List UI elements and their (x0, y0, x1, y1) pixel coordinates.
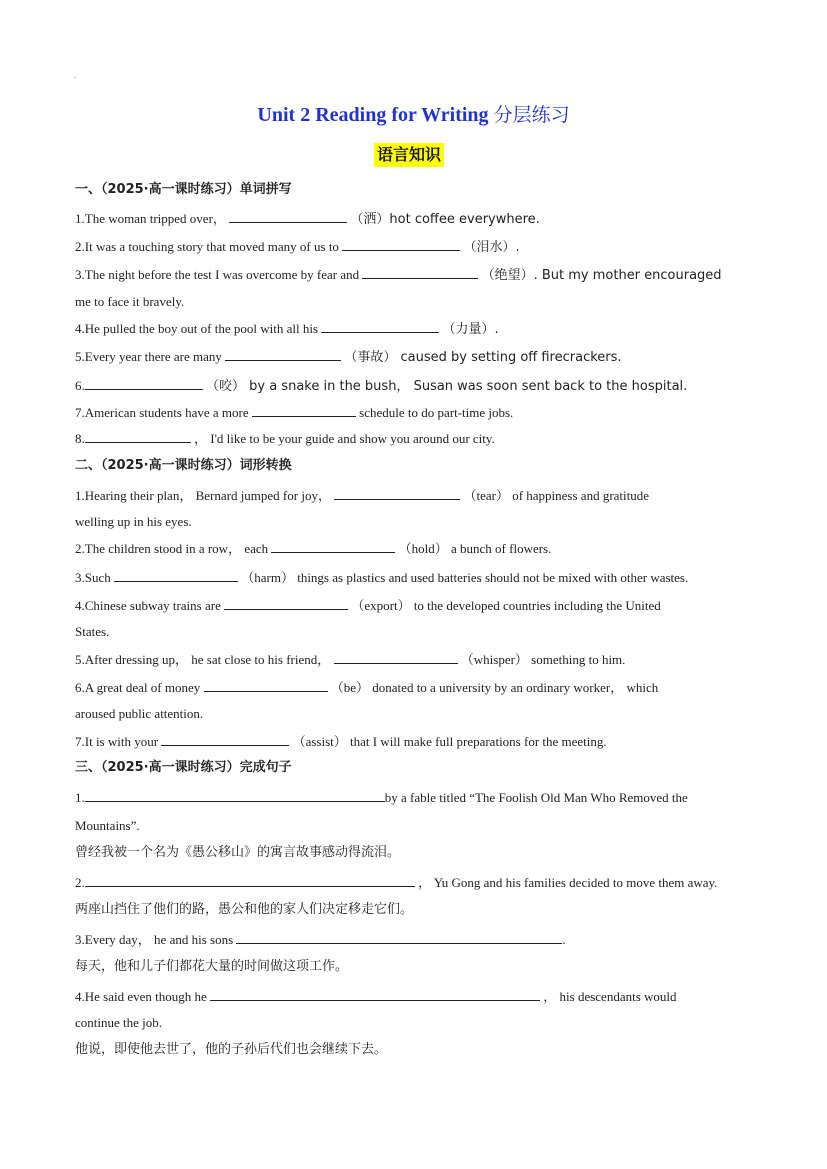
question-hint: by a fable titled “The Foolish Old Man Who Removed the (384, 790, 688, 805)
question-3-2 (75, 873, 755, 892)
section-heading-word-forms: 二、（2025·高一课时练习）词形转换 (75, 458, 292, 473)
question-text: 5.Every year there are many (75, 349, 222, 364)
question-2-6 (75, 678, 755, 697)
question-1-8 (75, 429, 755, 448)
title-chinese: 分层练习 (493, 104, 570, 126)
question-text: 2.The children stood in a row， each (75, 541, 269, 556)
page-mark: . (74, 70, 77, 80)
question-text: 7.It is with your (75, 734, 159, 749)
question-text: 3.Such (75, 570, 111, 585)
answer-blank[interactable] (362, 265, 478, 279)
answer-blank[interactable] (85, 873, 415, 887)
answer-blank[interactable] (85, 788, 385, 802)
answer-blank[interactable] (225, 347, 341, 361)
question-1-6 (75, 376, 755, 396)
question-2-7 (75, 732, 755, 751)
question-3-1-continued: Mountains”. (75, 818, 140, 833)
question-text: 1.Hearing their plan， Bernard jumped for joy， (75, 488, 331, 503)
answer-blank[interactable] (161, 732, 289, 746)
question-hint: （泪水）. (463, 240, 520, 255)
question-hint: . (562, 932, 566, 947)
answer-blank[interactable] (85, 429, 191, 443)
question-text: 1.The woman tripped over， (75, 211, 226, 226)
question-2-5 (75, 650, 755, 669)
title-english: Unit 2 Reading for Writing (257, 104, 494, 126)
answer-blank[interactable] (229, 209, 347, 223)
answer-blank[interactable] (210, 987, 540, 1001)
question-2-3 (75, 568, 755, 587)
question-3-3 (75, 930, 755, 949)
question-hint: ， I'd like to be your guide and show you around our city. (194, 431, 495, 446)
question-2-6-continued: aroused public attention. (75, 706, 204, 721)
answer-blank[interactable] (224, 596, 348, 610)
question-text: 4.He said even though he (75, 989, 207, 1004)
question-2-4-continued: States. (75, 624, 110, 639)
question-hint: （export） to the developed countries including the United (351, 598, 661, 613)
question-text: 3.The night before the test I was overcome by fear and (75, 267, 360, 282)
question-text: 4.Chinese subway trains are (75, 598, 221, 613)
question-3-4-translation: 他说，即使他去世了，他的子孙后代们也会继续下去。 (75, 1042, 388, 1057)
question-2-2 (75, 539, 755, 558)
question-text: 3.Every day， he and his sons (75, 932, 234, 947)
section-badge: 语言知识 (374, 143, 444, 167)
question-hint: （咬） by a snake in the bush， Susan was soon sent back to the hospital. (206, 379, 688, 394)
question-3-1 (75, 788, 755, 807)
answer-blank[interactable] (271, 539, 395, 553)
answer-blank[interactable] (85, 376, 203, 390)
question-1-3 (75, 265, 755, 285)
question-1-3-continued: me to face it bravely. (75, 294, 185, 309)
question-text: 2.It was a touching story that moved many of us to (75, 239, 339, 254)
question-1-5 (75, 347, 755, 367)
question-text: 2. (75, 875, 85, 890)
answer-blank[interactable] (342, 237, 460, 251)
question-text: 7.American students have a more (75, 405, 249, 420)
answer-blank[interactable] (334, 486, 460, 500)
question-hint: （洒）hot coffee everywhere. (350, 212, 540, 227)
question-3-1-translation: 曾经我被一个名为《愚公移山》的寓言故事感动得流泪。 (75, 845, 401, 860)
question-1-4 (75, 319, 755, 339)
question-text: 4.He pulled the boy out of the pool with all his (75, 321, 318, 336)
question-hint: （力量）. (442, 322, 499, 337)
question-2-4 (75, 596, 755, 615)
answer-blank[interactable] (114, 568, 238, 582)
page-title (0, 100, 827, 127)
question-1-7 (75, 403, 755, 422)
question-hint: schedule to do part-time jobs. (359, 405, 514, 420)
answer-blank[interactable] (236, 930, 562, 944)
answer-blank[interactable] (321, 319, 439, 333)
question-hint: （harm） things as plastics and used batteries should not be mixed with other wastes. (241, 570, 689, 585)
question-3-4-continued: continue the job. (75, 1015, 163, 1030)
question-hint: （be） donated to a university by an ordinary worker， which (330, 680, 659, 695)
question-2-1-continued: welling up in his eyes. (75, 514, 192, 529)
question-2-1 (75, 486, 755, 505)
question-3-3-translation: 每天，他和儿子们都花大量的时间做这项工作。 (75, 959, 349, 974)
answer-blank[interactable] (334, 650, 458, 664)
question-hint: ， Yu Gong and his families decided to move them away. (418, 875, 718, 890)
section-heading-complete-sentences: 三、（2025·高一课时练习）完成句子 (75, 760, 292, 775)
question-text: 1. (75, 790, 85, 805)
question-hint: （事故） caused by setting off firecrackers. (344, 350, 622, 365)
question-hint: （绝望）. But my mother encouraged (481, 268, 722, 283)
answer-blank[interactable] (204, 678, 328, 692)
question-hint: （tear） of happiness and gratitude (463, 488, 650, 503)
question-hint: （whisper） something to him. (460, 652, 626, 667)
question-hint: （hold） a bunch of flowers. (398, 541, 552, 556)
question-3-2-translation: 两座山挡住了他们的路，愚公和他的家人们决定移走它们。 (75, 902, 414, 917)
question-hint: ， his descendants would (543, 989, 677, 1004)
section-heading-spelling: 一、（2025·高一课时练习）单词拼写 (75, 182, 292, 197)
answer-blank[interactable] (252, 403, 356, 417)
question-text: 6.A great deal of money (75, 680, 201, 695)
question-1-1 (75, 209, 755, 229)
question-text: 5.After dressing up， he sat close to his friend， (75, 652, 331, 667)
question-3-4 (75, 987, 755, 1006)
question-hint: （assist） that I will make full preparations for the meeting. (292, 734, 607, 749)
question-text: 6. (75, 378, 85, 393)
question-text: 8. (75, 431, 85, 446)
question-1-2 (75, 237, 755, 257)
